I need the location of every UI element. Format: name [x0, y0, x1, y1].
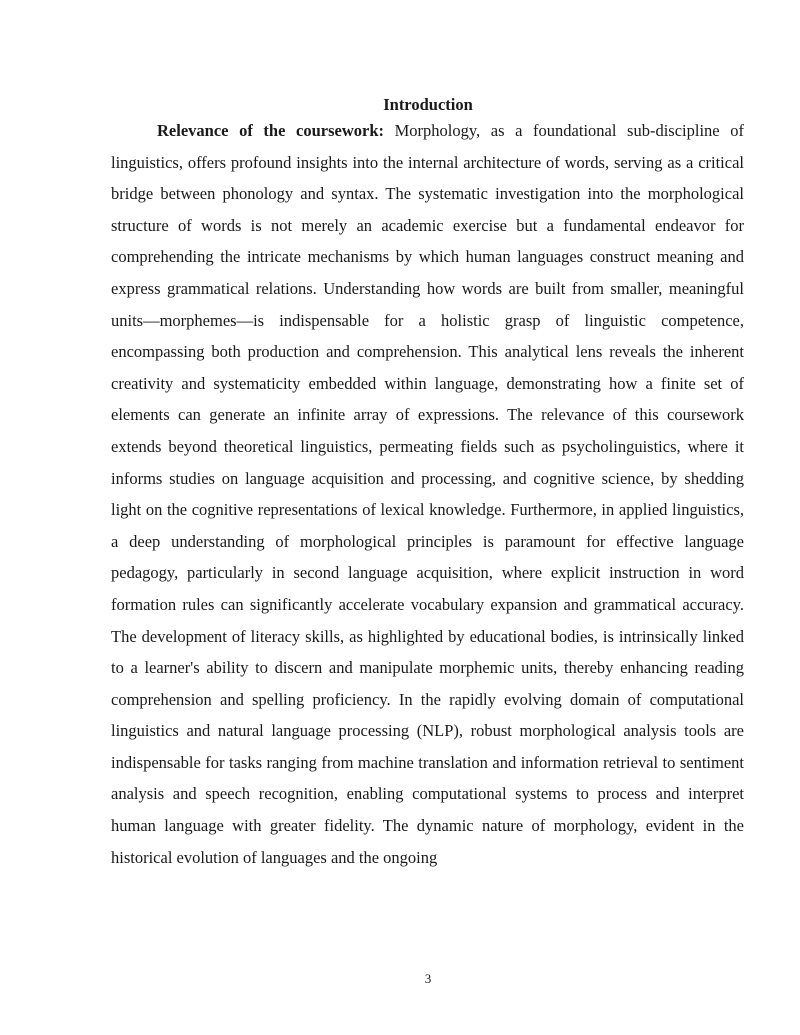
page-number: 3	[424, 971, 432, 986]
section-heading: Introduction	[383, 95, 473, 114]
body-paragraph	[111, 115, 744, 873]
paragraph-text: Morphology, as a foundational sub-discipline of linguistics, offers profound insights into the internal architecture of words, serving as a critical bridge between phonology and syntax. The systematic investigation into the morphological structure of words is not merely an academic exercise but a fundamental endeavor for comprehending the intricate mechanisms by which human languages construct meaning and express grammatical relations. Understanding how words are built from smaller, meaningful units—morphemes—is indispensable for a holistic grasp of linguistic competence, encompassing both production and comprehension. This analytical lens reveals the inherent creativity and systematicity embedded within language, demonstrating how a finite set of elements can generate an infinite array of expressions. The relevance of this coursework extends beyond theoretical linguistics, permeating fields such as psycholinguistics, where it informs studies on language acquisition and processing, and cognitive science, by shedding light on the cognitive representations of lexical knowledge. Furthermore, in applied linguistics, a deep understanding of morphological principles is paramount for effective language pedagogy, particularly in second language acquisition, where explicit instruction in word formation rules can significantly accelerate vocabulary expansion and grammatical accuracy. The development of literacy skills, as highlighted by educational bodies, is intrinsically linked to a learner's ability to discern and manipulate morphemic units, thereby enhancing reading comprehension and spelling proficiency. In the rapidly evolving domain of computational linguistics and natural language processing (NLP), robust morphological analysis tools are indispensable for tasks ranging from machine translation and information retrieval to sentiment analysis and speech recognition, enabling computational systems to process and interpret human language with greater fidelity. The dynamic nature of morphology, evident in the historical evolution of languages and the ongoing	[111, 121, 744, 867]
paragraph-lead: Relevance of the coursework:	[157, 121, 385, 140]
